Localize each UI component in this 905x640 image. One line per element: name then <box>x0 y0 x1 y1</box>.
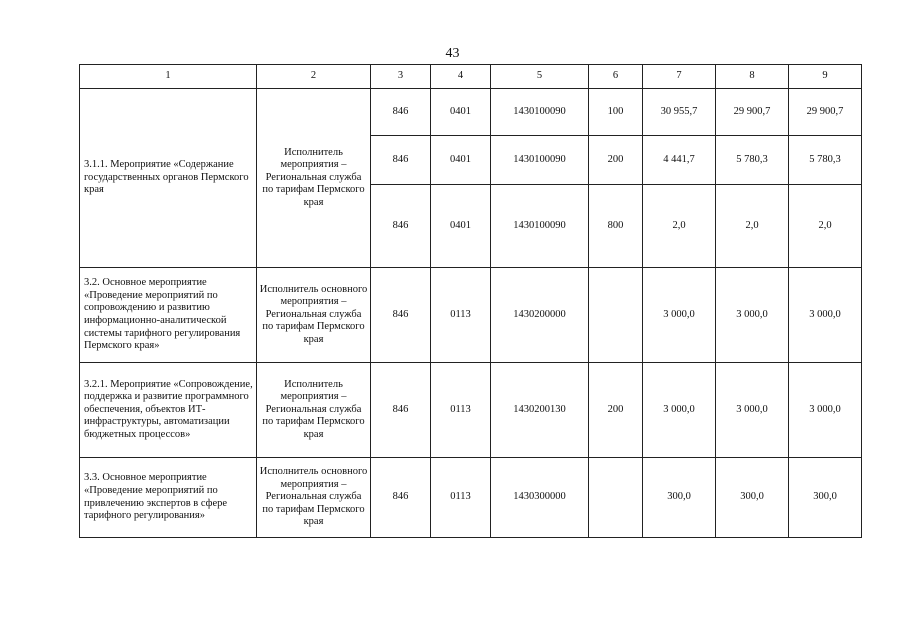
amount-year2-cell: 3 000,0 <box>716 268 789 363</box>
column-header: 4 <box>431 65 491 89</box>
column-header: 5 <box>491 65 589 89</box>
table-row <box>80 89 862 136</box>
page-number: 43 <box>445 46 460 61</box>
grbs-cell: 846 <box>371 268 431 363</box>
grbs-cell: 846 <box>371 458 431 538</box>
section-cell: 0113 <box>431 363 491 458</box>
section-cell: 0401 <box>431 185 491 268</box>
event-cell: 3.2. Основное мероприятие «Проведение мероприятий по сопровождению и развитию информационно-аналитической системы тарифного регулирования Пермского края» <box>80 268 257 363</box>
grbs-cell: 846 <box>371 363 431 458</box>
column-header: 9 <box>789 65 862 89</box>
grbs-cell: 846 <box>371 89 431 136</box>
executor-cell: Исполнитель мероприятия – Региональная служба по тарифам Пермского края <box>257 363 371 458</box>
amount-year2-cell: 3 000,0 <box>716 363 789 458</box>
event-cell: 3.2.1. Мероприятие «Сопровождение, поддержка и развитие программного обеспечения, объектов ИТ-инфраструктуры, автоматизации бюджетных процессов» <box>80 363 257 458</box>
column-header: 3 <box>371 65 431 89</box>
table-row <box>80 268 862 363</box>
executor-cell: Исполнитель мероприятия – Региональная служба по тарифам Пермского края <box>257 89 371 268</box>
expense-type-cell <box>589 458 643 538</box>
expense-type-cell: 200 <box>589 136 643 185</box>
executor-cell: Исполнитель основного мероприятия – Региональная служба по тарифам Пермского края <box>257 268 371 363</box>
table-row <box>80 458 862 538</box>
expense-type-cell <box>589 268 643 363</box>
column-header: 6 <box>589 65 643 89</box>
section-cell: 0401 <box>431 136 491 185</box>
amount-year1-cell: 30 955,7 <box>643 89 716 136</box>
column-header: 8 <box>716 65 789 89</box>
amount-year3-cell: 3 000,0 <box>789 363 862 458</box>
amount-year3-cell: 3 000,0 <box>789 268 862 363</box>
column-header: 2 <box>257 65 371 89</box>
target-article-cell: 1430300000 <box>491 458 589 538</box>
amount-year1-cell: 4 441,7 <box>643 136 716 185</box>
grbs-cell: 846 <box>371 136 431 185</box>
section-cell: 0401 <box>431 89 491 136</box>
target-article-cell: 1430100090 <box>491 136 589 185</box>
amount-year3-cell: 300,0 <box>789 458 862 538</box>
target-article-cell: 1430100090 <box>491 89 589 136</box>
amount-year2-cell: 29 900,7 <box>716 89 789 136</box>
amount-year1-cell: 2,0 <box>643 185 716 268</box>
expense-type-cell: 100 <box>589 89 643 136</box>
expense-type-cell: 800 <box>589 185 643 268</box>
amount-year1-cell: 3 000,0 <box>643 363 716 458</box>
amount-year1-cell: 300,0 <box>643 458 716 538</box>
target-article-cell: 1430200000 <box>491 268 589 363</box>
event-cell: 3.1.1. Мероприятие «Содержание государственных органов Пермского края <box>80 89 257 268</box>
executor-cell: Исполнитель основного мероприятия – Региональная служба по тарифам Пермского края <box>257 458 371 538</box>
amount-year3-cell: 29 900,7 <box>789 89 862 136</box>
amount-year1-cell: 3 000,0 <box>643 268 716 363</box>
grbs-cell: 846 <box>371 185 431 268</box>
section-cell: 0113 <box>431 268 491 363</box>
amount-year2-cell: 300,0 <box>716 458 789 538</box>
column-header: 7 <box>643 65 716 89</box>
amount-year2-cell: 2,0 <box>716 185 789 268</box>
target-article-cell: 1430200130 <box>491 363 589 458</box>
expense-type-cell: 200 <box>589 363 643 458</box>
budget-table <box>79 64 862 538</box>
amount-year2-cell: 5 780,3 <box>716 136 789 185</box>
column-header: 1 <box>80 65 257 89</box>
target-article-cell: 1430100090 <box>491 185 589 268</box>
table-row <box>80 363 862 458</box>
section-cell: 0113 <box>431 458 491 538</box>
event-cell: 3.3. Основное мероприятие «Проведение мероприятий по привлечению экспертов в сфере тарифного регулирования» <box>80 458 257 538</box>
header-row <box>80 65 862 89</box>
amount-year3-cell: 2,0 <box>789 185 862 268</box>
amount-year3-cell: 5 780,3 <box>789 136 862 185</box>
